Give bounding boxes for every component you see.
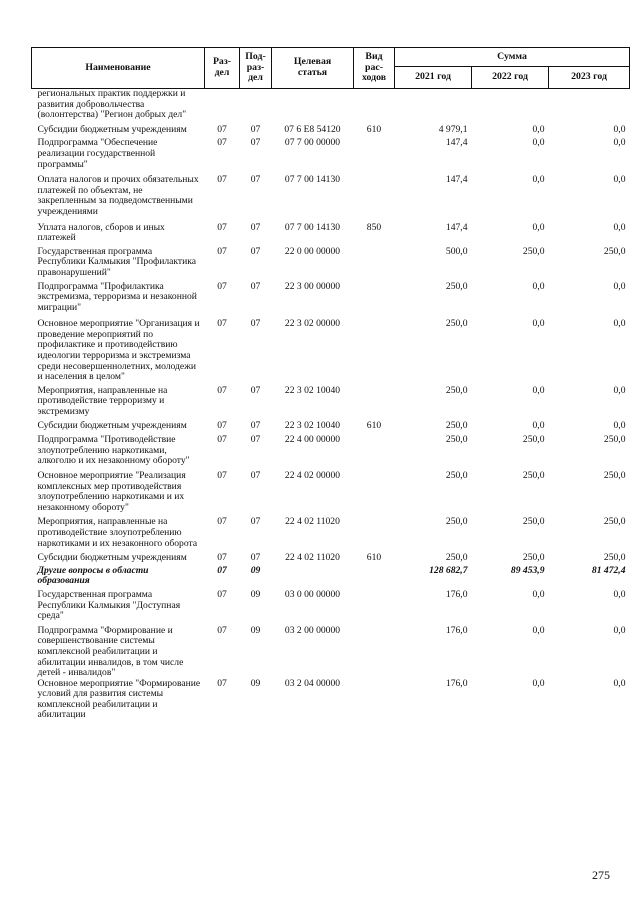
table-row (32, 467, 630, 513)
vid-cell (354, 564, 395, 587)
name-cell: Подпрограмма "Формирование и совершенствование системы комплексной реабилитации и абилитации инвалидов, в том числе детей - инвалидов" (37, 624, 184, 679)
sum-2021-cell: 128 682,7 (429, 564, 468, 576)
vid-cell (354, 513, 395, 549)
razdel-cell: 07 (217, 470, 227, 481)
name-cell: Государственная программа Республики Калмыкия "Профилактика правонарушений" (37, 245, 197, 278)
razdel-cell: 07 (217, 245, 227, 257)
header-2022: 2022 год (472, 67, 549, 89)
celevaya-cell: 22 0 00 00000 (284, 245, 341, 257)
celevaya-cell: 22 3 02 10040 (284, 419, 341, 431)
sum-2022-cell: 250,0 (522, 516, 545, 528)
sum-2023-cell: 250,0 (603, 245, 626, 257)
podrazdel-cell: 07 (250, 221, 261, 233)
podrazdel-cell: 07 (250, 516, 261, 528)
sum-2022-cell: 0,0 (532, 384, 545, 396)
sum-2023-cell: 0,0 (613, 624, 626, 636)
header-celevaya-label: Целевая статья (293, 56, 332, 78)
vid-cell (354, 679, 395, 721)
razdel-cell: 07 (217, 624, 227, 636)
sum-2023-cell: 0,0 (613, 123, 626, 135)
podrazdel-cell: 07 (250, 174, 261, 186)
podrazdel-cell: 07 (250, 384, 261, 396)
sum-2022-cell: 250,0 (522, 552, 545, 564)
sum-2023-cell: 0,0 (613, 677, 626, 689)
table-row (32, 587, 630, 622)
celevaya-cell: 03 0 00 00000 (284, 588, 341, 600)
table-row (32, 622, 630, 679)
header-summa: Сумма (395, 48, 630, 67)
razdel-cell: 07 (217, 552, 227, 564)
header-2021: 2021 год (395, 67, 472, 89)
razdel-cell: 07 (217, 318, 227, 330)
name-cell: Основное мероприятие "Реализация комплексных мер противодействия злоупотреблению наркотиками и их незаконному обороту" (37, 470, 186, 513)
sum-2022-cell: 0,0 (532, 588, 545, 600)
celevaya-cell (272, 89, 354, 121)
celevaya-cell: 22 4 02 11020 (285, 516, 340, 528)
podrazdel-cell: 07 (250, 280, 261, 292)
sum-2023-cell: 0,0 (613, 174, 626, 186)
sum-2021-cell: 176,0 (445, 588, 468, 600)
celevaya-cell: 22 4 02 00000 (284, 470, 341, 481)
vid-cell (354, 431, 395, 467)
name-cell: Основное мероприятие "Организация и проведение мероприятий по профилактике и противодействию идеологии терроризма и экстремизма среди несовершеннолетних, молодежи и населения в целом" (37, 318, 200, 383)
sum-2021-cell: 250,0 (445, 516, 468, 528)
header-razdel-label: Раз- дел (212, 56, 232, 78)
celevaya-cell (272, 564, 354, 587)
razdel-cell: 07 (217, 221, 227, 233)
vid-cell (354, 587, 395, 622)
podrazdel-cell: 07 (250, 419, 261, 431)
vid-cell (354, 170, 395, 217)
sum-2021-cell: 250,0 (445, 280, 468, 292)
sum-2023-cell: 0,0 (613, 221, 626, 233)
razdel-cell: 07 (217, 123, 227, 135)
sum-2021-cell: 250,0 (445, 384, 468, 396)
podrazdel-cell: 09 (250, 588, 261, 600)
table-row (32, 549, 630, 564)
table-row (32, 135, 630, 170)
header-vid-label: Вид рас- ходов (361, 50, 387, 84)
sum-2022-cell: 0,0 (532, 280, 545, 292)
razdel-cell: 07 (217, 588, 227, 600)
name-cell: Основное мероприятие "Формирование условий для развития системы комплексной реабилитации и абилитации (37, 677, 201, 721)
razdel-cell: 07 (217, 564, 227, 576)
sum-2022-cell: 0,0 (532, 123, 545, 135)
name-cell: Подпрограмма "Профилактика экстремизма, терроризма и незаконной миграции" (37, 280, 197, 313)
sum-2021-cell: 250,0 (445, 419, 468, 431)
vid-cell (354, 313, 395, 383)
sum-2021-cell: 250,0 (445, 470, 468, 481)
vid-cell: 850 (366, 221, 382, 233)
celevaya-cell: 07 6 Е8 54120 (284, 123, 341, 135)
podrazdel-cell: 07 (250, 434, 261, 446)
table-row (32, 418, 630, 432)
name-cell: Субсидии бюджетным учреждениям (37, 123, 187, 135)
name-cell: Подпрограмма "Противодействие злоупотреблению наркотиками, алкоголю и их незаконному обороту" (37, 434, 190, 467)
vid-cell (354, 622, 395, 679)
header-name: Наименование (32, 48, 205, 89)
celevaya-cell: 22 3 02 10040 (284, 384, 341, 396)
sum-2023-cell: 0,0 (613, 318, 626, 330)
sum-2022-cell: 0,0 (532, 221, 545, 233)
header-vid (354, 48, 395, 89)
sum-2022-cell: 0,0 (532, 318, 545, 330)
sum-2022-cell: 0,0 (532, 137, 545, 149)
sum-2023-cell: 250,0 (603, 516, 626, 528)
sum-2022-cell: 250,0 (522, 470, 545, 481)
vid-cell (354, 135, 395, 170)
celevaya-cell: 03 2 00 00000 (284, 624, 341, 636)
sum-2023-cell: 0,0 (613, 280, 626, 292)
sum-2021-cell: 147,4 (445, 174, 468, 186)
sum-2021-cell: 500,0 (445, 245, 468, 257)
sum-2023-cell: 0,0 (613, 588, 626, 600)
name-cell: Подпрограмма "Обеспечение реализации государственной программы" (37, 137, 158, 170)
name-cell: Субсидии бюджетным учреждениям (37, 419, 187, 431)
podrazdel-cell (240, 89, 272, 121)
sum-2021-cell (395, 89, 472, 121)
sum-2022-cell: 250,0 (522, 434, 545, 446)
table-row (32, 431, 630, 467)
sum-2023-cell: 250,0 (603, 434, 626, 446)
header-razdel (205, 48, 240, 89)
table-row (32, 383, 630, 418)
vid-cell: 610 (366, 552, 382, 564)
name-cell: Оплата налогов и прочих обязательных платежей по объектам, не закрепленным за подведомственными учреждениями (37, 174, 199, 217)
podrazdel-cell: 07 (250, 318, 261, 330)
sum-2023-cell (549, 89, 630, 121)
sum-2021-cell: 250,0 (445, 318, 468, 330)
sum-2021-cell: 250,0 (445, 434, 468, 446)
vid-cell (354, 467, 395, 513)
vid-cell (354, 244, 395, 279)
sum-2022-cell: 89 453,9 (510, 564, 545, 576)
razdel-cell: 07 (217, 174, 227, 186)
sum-2023-cell: 250,0 (603, 470, 626, 481)
name-cell: Государственная программа Республики Калмыкия "Доступная среда" (37, 588, 181, 622)
table-row (32, 279, 630, 314)
celevaya-cell: 07 7 00 14130 (284, 174, 341, 186)
celevaya-cell: 22 3 00 00000 (284, 280, 341, 292)
name-cell: Уплата налогов, сборов и иных платежей (37, 221, 165, 244)
header-podrazdel (240, 48, 272, 89)
celevaya-cell: 07 7 00 00000 (284, 137, 341, 149)
name-cell: Мероприятия, направленные на противодействие терроризму и экстремизму (37, 384, 168, 418)
vid-cell (354, 383, 395, 418)
sum-2023-cell: 81 472,4 (591, 564, 626, 576)
budget-table-page (31, 47, 629, 721)
sum-2021-cell: 176,0 (445, 624, 468, 636)
celevaya-cell: 07 7 00 14130 (284, 221, 341, 233)
razdel-cell: 07 (217, 677, 227, 689)
sum-2022-cell: 250,0 (522, 245, 545, 257)
sum-2023-cell: 0,0 (613, 137, 626, 149)
sum-2022-cell: 0,0 (532, 174, 545, 186)
table-row (32, 513, 630, 549)
sum-2023-cell: 250,0 (603, 552, 626, 564)
page-number: 275 (592, 868, 610, 882)
razdel-cell: 07 (217, 280, 227, 292)
name-cell: Другие вопросы в области образования (37, 564, 149, 587)
celevaya-cell: 03 2 04 00000 (284, 677, 341, 689)
podrazdel-cell: 07 (250, 137, 261, 149)
table-row (32, 218, 630, 244)
sum-2023-cell: 0,0 (613, 384, 626, 396)
budget-table (31, 47, 630, 721)
sum-2022-cell: 0,0 (532, 419, 545, 431)
header-celevaya (272, 48, 354, 89)
razdel-cell: 07 (217, 137, 227, 149)
celevaya-cell: 22 3 02 00000 (284, 318, 341, 330)
name-cell: региональных практик поддержки и развития добровольчества (волонтерства) "Регион добрых дел" (37, 88, 187, 121)
sum-2023-cell: 0,0 (613, 419, 626, 431)
table-row (32, 679, 630, 721)
vid-cell: 610 (366, 419, 382, 431)
podrazdel-cell: 09 (250, 564, 261, 576)
table-row (32, 89, 630, 121)
table-header (32, 48, 630, 89)
header-2023: 2023 год (549, 67, 630, 89)
table-row (32, 170, 630, 217)
razdel-cell: 07 (217, 384, 227, 396)
table-row (32, 564, 630, 587)
podrazdel-cell: 09 (250, 677, 261, 689)
sum-2021-cell: 176,0 (445, 677, 468, 689)
name-cell: Субсидии бюджетным учреждениям (37, 552, 187, 564)
sum-2022-cell: 0,0 (532, 677, 545, 689)
sum-2022-cell: 0,0 (532, 624, 545, 636)
header-podrazdel-label: Под- раз- дел (245, 50, 266, 84)
table-row (32, 244, 630, 279)
sum-2021-cell: 4 979,1 (438, 123, 468, 135)
sum-2021-cell: 147,4 (445, 221, 468, 233)
celevaya-cell: 22 4 00 00000 (284, 434, 341, 446)
sum-2021-cell: 147,4 (445, 137, 468, 149)
table-row (32, 313, 630, 383)
podrazdel-cell: 07 (250, 123, 261, 135)
name-cell: Мероприятия, направленные на противодействие злоупотреблению наркотиками и их незаконного оборота (37, 516, 198, 549)
vid-cell: 610 (366, 123, 382, 135)
vid-cell (354, 279, 395, 314)
sum-2021-cell: 250,0 (445, 552, 468, 564)
table-body (32, 89, 630, 722)
podrazdel-cell: 07 (250, 470, 261, 481)
celevaya-cell: 22 4 02 11020 (285, 552, 340, 564)
podrazdel-cell: 09 (250, 624, 261, 636)
razdel-cell: 07 (217, 419, 227, 431)
podrazdel-cell: 07 (250, 552, 261, 564)
razdel-cell (205, 89, 240, 121)
sum-2022-cell (472, 89, 549, 121)
razdel-cell: 07 (217, 516, 227, 528)
razdel-cell: 07 (217, 434, 227, 446)
podrazdel-cell: 07 (250, 245, 261, 257)
table-row (32, 121, 630, 136)
vid-cell (354, 89, 395, 121)
